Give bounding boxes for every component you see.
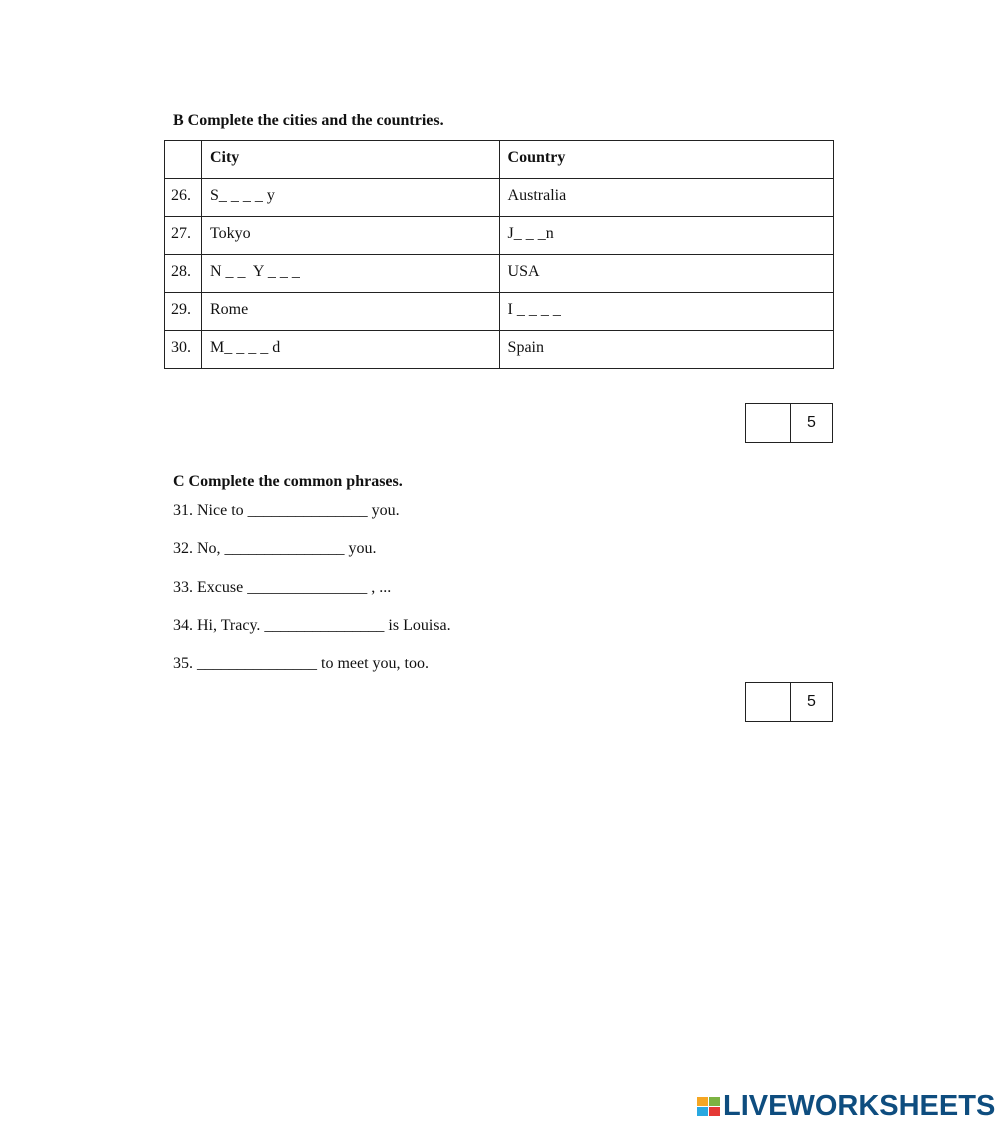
logo-text: LIVEWORKSHEETS	[723, 1090, 996, 1122]
section-b-title: B Complete the cities and the countries.	[173, 112, 444, 129]
score-total: 5	[807, 693, 816, 710]
section-c-score-box	[745, 682, 833, 722]
header-city: City	[201, 141, 499, 179]
logo-block	[697, 1097, 708, 1106]
table-row	[165, 293, 834, 331]
row-number: 26.	[165, 179, 202, 217]
city-cell: Rome	[201, 293, 499, 331]
table-row	[165, 179, 834, 217]
country-cell: Spain	[499, 331, 833, 369]
logo-blocks-icon	[697, 1097, 720, 1116]
city-cell: Tokyo	[201, 217, 499, 255]
country-cell: USA	[499, 255, 833, 293]
header-country: Country	[499, 141, 833, 179]
section-b-score-box	[745, 403, 833, 443]
country-cell[interactable]: J_ _ _n	[499, 217, 833, 255]
liveworksheets-logo	[697, 1090, 995, 1123]
score-blank	[746, 683, 791, 721]
phrase-item[interactable]: 34. Hi, Tracy. _______________ is Louisa.	[173, 617, 451, 634]
row-number: 29.	[165, 293, 202, 331]
logo-block	[709, 1107, 720, 1116]
city-cell[interactable]: M_ _ _ _ d	[201, 331, 499, 369]
cities-countries-table	[164, 140, 834, 369]
score-blank	[746, 404, 791, 442]
phrase-item[interactable]: 35. _______________ to meet you, too.	[173, 655, 429, 672]
city-cell[interactable]: N _ _ Y _ _ _	[201, 255, 499, 293]
city-cell[interactable]: S_ _ _ _ y	[201, 179, 499, 217]
logo-block	[709, 1097, 720, 1106]
row-number: 30.	[165, 331, 202, 369]
phrase-item[interactable]: 31. Nice to _______________ you.	[173, 502, 400, 519]
header-num	[165, 141, 202, 179]
score-total: 5	[807, 414, 816, 431]
row-number: 27.	[165, 217, 202, 255]
section-c-title: C Complete the common phrases.	[173, 473, 403, 490]
table-header-row	[165, 141, 834, 179]
country-cell[interactable]: I _ _ _ _	[499, 293, 833, 331]
row-number: 28.	[165, 255, 202, 293]
country-cell: Australia	[499, 179, 833, 217]
phrase-item[interactable]: 33. Excuse _______________ , ...	[173, 579, 392, 596]
phrase-item[interactable]: 32. No, _______________ you.	[173, 540, 377, 557]
logo-block	[697, 1107, 708, 1116]
table-row	[165, 331, 834, 369]
table-row	[165, 255, 834, 293]
table-row	[165, 217, 834, 255]
